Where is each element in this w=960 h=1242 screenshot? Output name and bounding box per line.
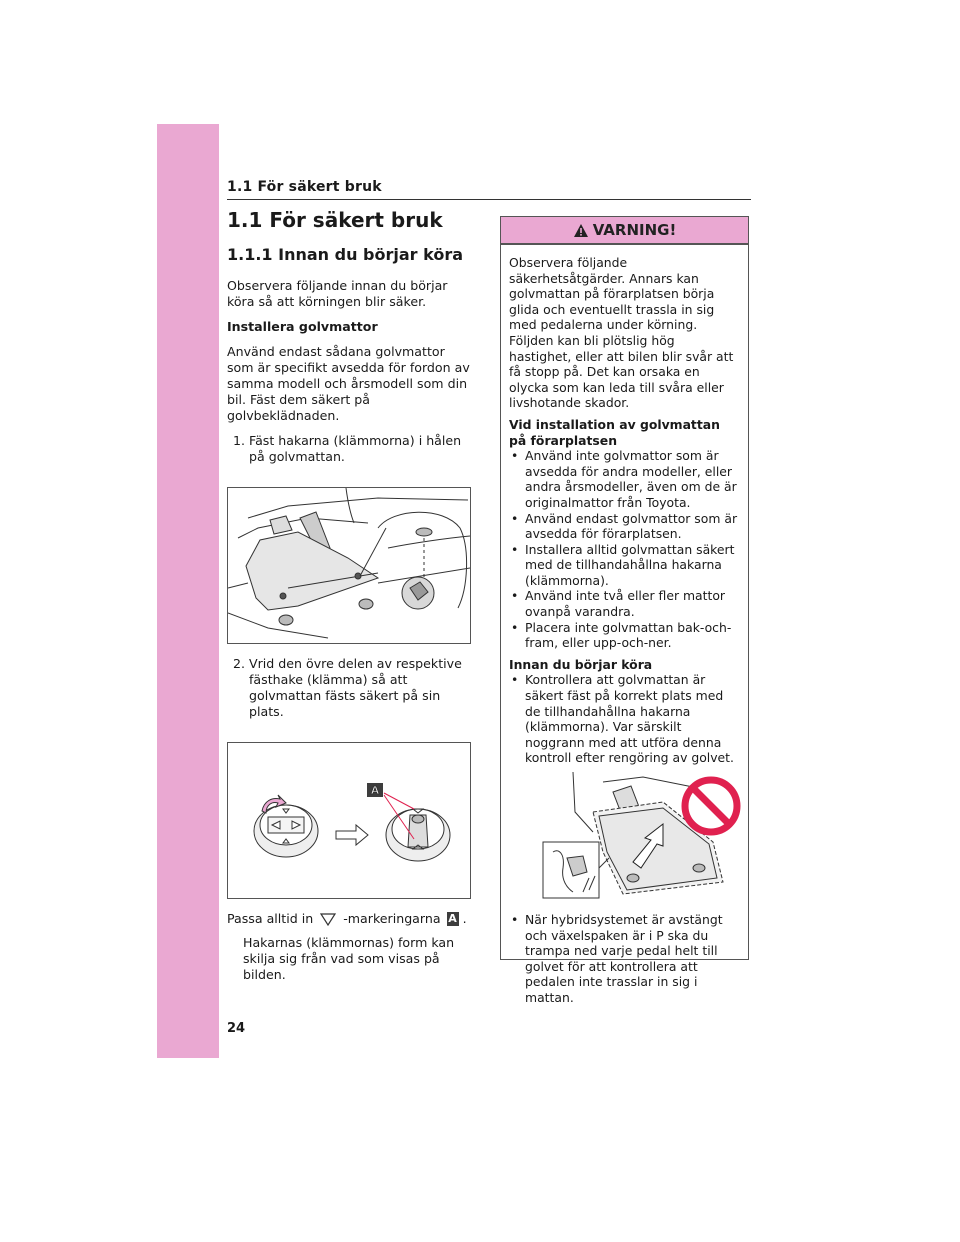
marker-end: . (462, 911, 467, 926)
hook-rotation-illustration (227, 742, 471, 899)
step-2 (227, 656, 471, 720)
warning-subheading-install: Vid installation av golvmattan på förarplatsen (509, 416, 720, 448)
step-text: Vrid den övre delen av respektive fästhake (klämma) så att golvmattan fästs säkert på sin plats. (249, 656, 462, 719)
left-column (227, 206, 471, 983)
prohibited-mat-illustration (513, 772, 745, 902)
list-item: • När hybridsystemet är avstängt och växelspaken är i P ska du trampa ned varje pedal helt till golvet för att kontrollera att pedalen inte trasslar in sig i mattan. (509, 912, 740, 1006)
warning-subheading-before-driving: Innan du börjar köra (509, 656, 653, 672)
prohibited-mat-drawing (513, 772, 745, 902)
warning-body (501, 245, 748, 1006)
marker-text-after: -markeringarna (343, 911, 441, 926)
page-title: 1.1 För säkert bruk (227, 208, 443, 232)
hook-shape-note: Hakarnas (klämmornas) form kan skilja sig från vad som visas på bilden. (243, 935, 455, 982)
intro-text: Observera följande innan du börjar köra så att körningen blir säker. (227, 278, 448, 309)
header-rule (227, 199, 751, 200)
hook-rotation-drawing (228, 743, 470, 898)
floor-mat-drawing (228, 488, 470, 643)
list-item: • Använd inte två eller fler mattor ovanpå varandra. (509, 588, 740, 619)
hybrid-off-bullet-list (509, 912, 740, 1006)
floor-mat-illustration (227, 487, 471, 644)
step-number: 1. (233, 433, 246, 448)
list-item: • Använd inte golvmattor som är avsedda för andra modeller, eller andra årsmodeller, även om de är originalmattor från Toyota. (509, 448, 740, 510)
side-tab-bar (157, 124, 219, 1058)
triangle-marker-icon (319, 911, 337, 927)
section-text: Använd endast sådana golvmattor som är specifikt avsedda för fordon av samma modell och årsmodell som din bil. Fäst dem säkert på golvbeklädnaden. (227, 344, 470, 423)
warning-box (500, 216, 749, 1005)
list-item: • Använd endast golvmattor som är avsedda för förarplatsen. (509, 511, 740, 542)
section-title: 1.1.1 Innan du börjar köra (227, 245, 463, 264)
step-1 (227, 433, 471, 465)
figure-marker-a: A (370, 784, 380, 797)
step-number: 2. (233, 656, 246, 671)
list-item: • Kontrollera att golvmattan är säkert fäst på korrekt plats med de tillhandahållna hakarna (klämmorna). Var särskilt noggrann med att utföra denna kontroll efter rengöring av golvet. (509, 672, 740, 766)
before-driving-bullet-list (509, 672, 740, 766)
install-bullet-list (509, 448, 740, 651)
step-text: Fäst hakarna (klämmorna) i hålen på golvmattan. (249, 433, 462, 464)
list-item: • Installera alltid golvmattan säkert med de tillhandahållna hakarna (klämmorna). (509, 542, 740, 589)
marker-instruction (227, 911, 471, 927)
marker-label-badge: A (448, 912, 457, 925)
warning-triangle-icon (573, 223, 589, 238)
warning-intro: Observera följande säkerhetsåtgärder. Annars kan golvmattan på förarplatsen börja glida och eventuellt trassla in sig med pedalerna under körning. Följden kan bli plötslig hög hastighet, eller att bilen blir svår att få stopp på. Det kan orsaka en olycka som kan leda till svåra eller livshotande skador. (509, 255, 734, 411)
page-number: 24 (227, 1021, 246, 1036)
running-head: 1.1 För säkert bruk (227, 179, 382, 195)
section-heading: Installera golvmattor (227, 319, 378, 334)
warning-title: VARNING! (592, 221, 677, 239)
warning-header (501, 217, 748, 245)
list-item: • Placera inte golvmattan bak-och-fram, eller upp-och-ner. (509, 620, 740, 651)
marker-text-before: Passa alltid in (227, 911, 314, 926)
